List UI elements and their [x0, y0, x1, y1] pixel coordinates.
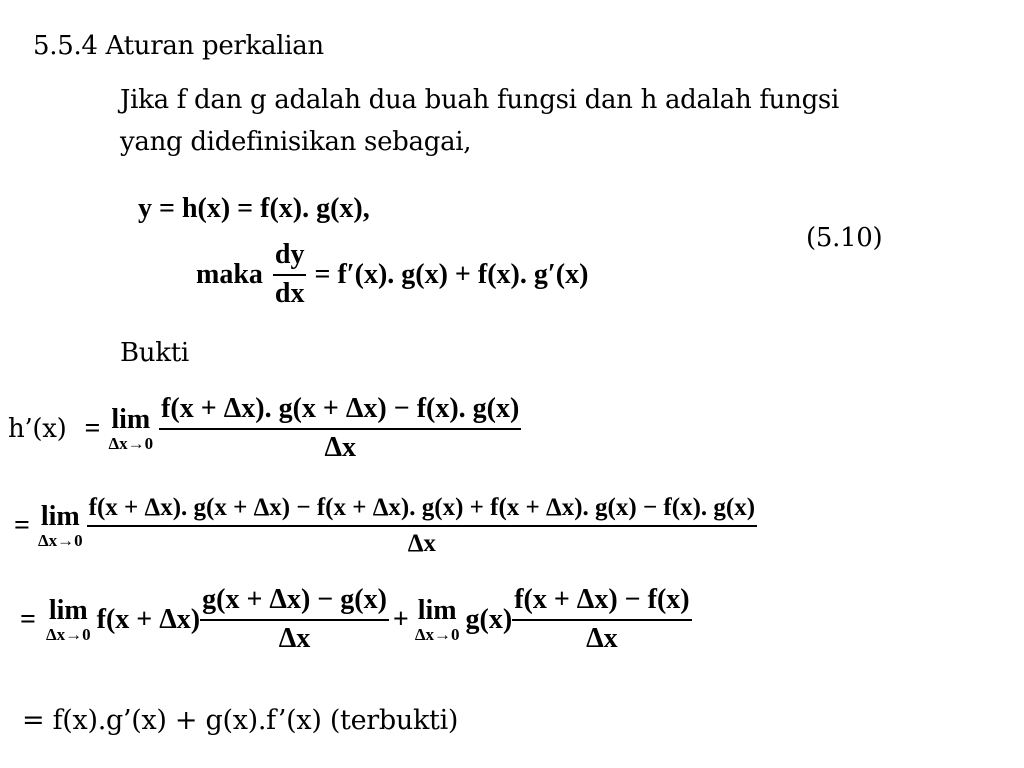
dx-denominator: dx: [274, 277, 305, 309]
h-prime-lhs: h’(x): [8, 413, 67, 444]
expanded-denominator: Δx: [407, 529, 436, 557]
equation-number: (5.10): [806, 223, 883, 253]
g-quotient-denominator: Δx: [278, 622, 311, 654]
limit-operator: [108, 403, 154, 453]
lim-subscript: Δx→0: [37, 530, 83, 550]
proof-step-1: [8, 394, 521, 464]
intro-line-2: yang didefinisikan sebagai,: [120, 127, 472, 157]
intro-line-1: Jika f dan g adalah dua buah fungsi dan h adalah fungsi: [120, 85, 839, 115]
lim-subscript: Δx→0: [108, 433, 154, 453]
bukti-label: Bukti: [120, 338, 189, 368]
dy-dx-fraction: [273, 240, 307, 310]
quotient-denominator: Δx: [324, 431, 356, 463]
limit-operator-1: [45, 594, 91, 644]
lim-text: lim: [48, 594, 88, 626]
difference-quotient: [159, 394, 521, 464]
lim-subscript: Δx→0: [45, 624, 91, 644]
conclusion-line: = f(x).g’(x) + g(x).f’(x) (terbukti): [22, 705, 459, 736]
lim-text: lim: [40, 500, 80, 532]
expanded-quotient: [87, 494, 757, 557]
derivative-rhs: = f′(x). g(x) + f(x). g′(x): [314, 258, 589, 290]
equals-sign: =: [20, 603, 36, 635]
factor-g: g(x): [465, 603, 513, 635]
definition-equation: y = h(x) = f(x). g(x),: [138, 193, 370, 224]
plus-sign: +: [392, 603, 409, 635]
f-quotient-denominator: Δx: [586, 622, 618, 654]
f-difference-quotient: [512, 585, 691, 655]
section-heading: 5.5.4 Aturan perkalian: [33, 31, 324, 61]
equals-sign: =: [84, 412, 101, 444]
f-quotient-numerator: f(x + Δx) − f(x): [512, 585, 691, 621]
proof-step-3: [20, 585, 692, 655]
derivative-equation: [196, 240, 588, 310]
maka-label: maka: [196, 258, 263, 290]
g-difference-quotient: [200, 585, 389, 655]
lim-text: lim: [417, 594, 457, 626]
factor-f-shift: f(x + Δx): [96, 603, 201, 635]
equals-sign: =: [14, 509, 30, 541]
proof-step-2: [14, 494, 757, 557]
g-quotient-numerator: g(x + Δx) − g(x): [200, 585, 389, 621]
quotient-numerator: f(x + Δx). g(x + Δx) − f(x). g(x): [159, 394, 521, 430]
limit-operator: [37, 500, 83, 550]
limit-operator-2: [414, 594, 460, 644]
lim-subscript: Δx→0: [414, 624, 460, 644]
expanded-numerator: f(x + Δx). g(x + Δx) − f(x + Δx). g(x) + f(x + Δx). g(x) − f(x). g(x): [87, 494, 757, 527]
dy-numerator: dy: [273, 240, 307, 276]
lim-text: lim: [111, 403, 151, 435]
